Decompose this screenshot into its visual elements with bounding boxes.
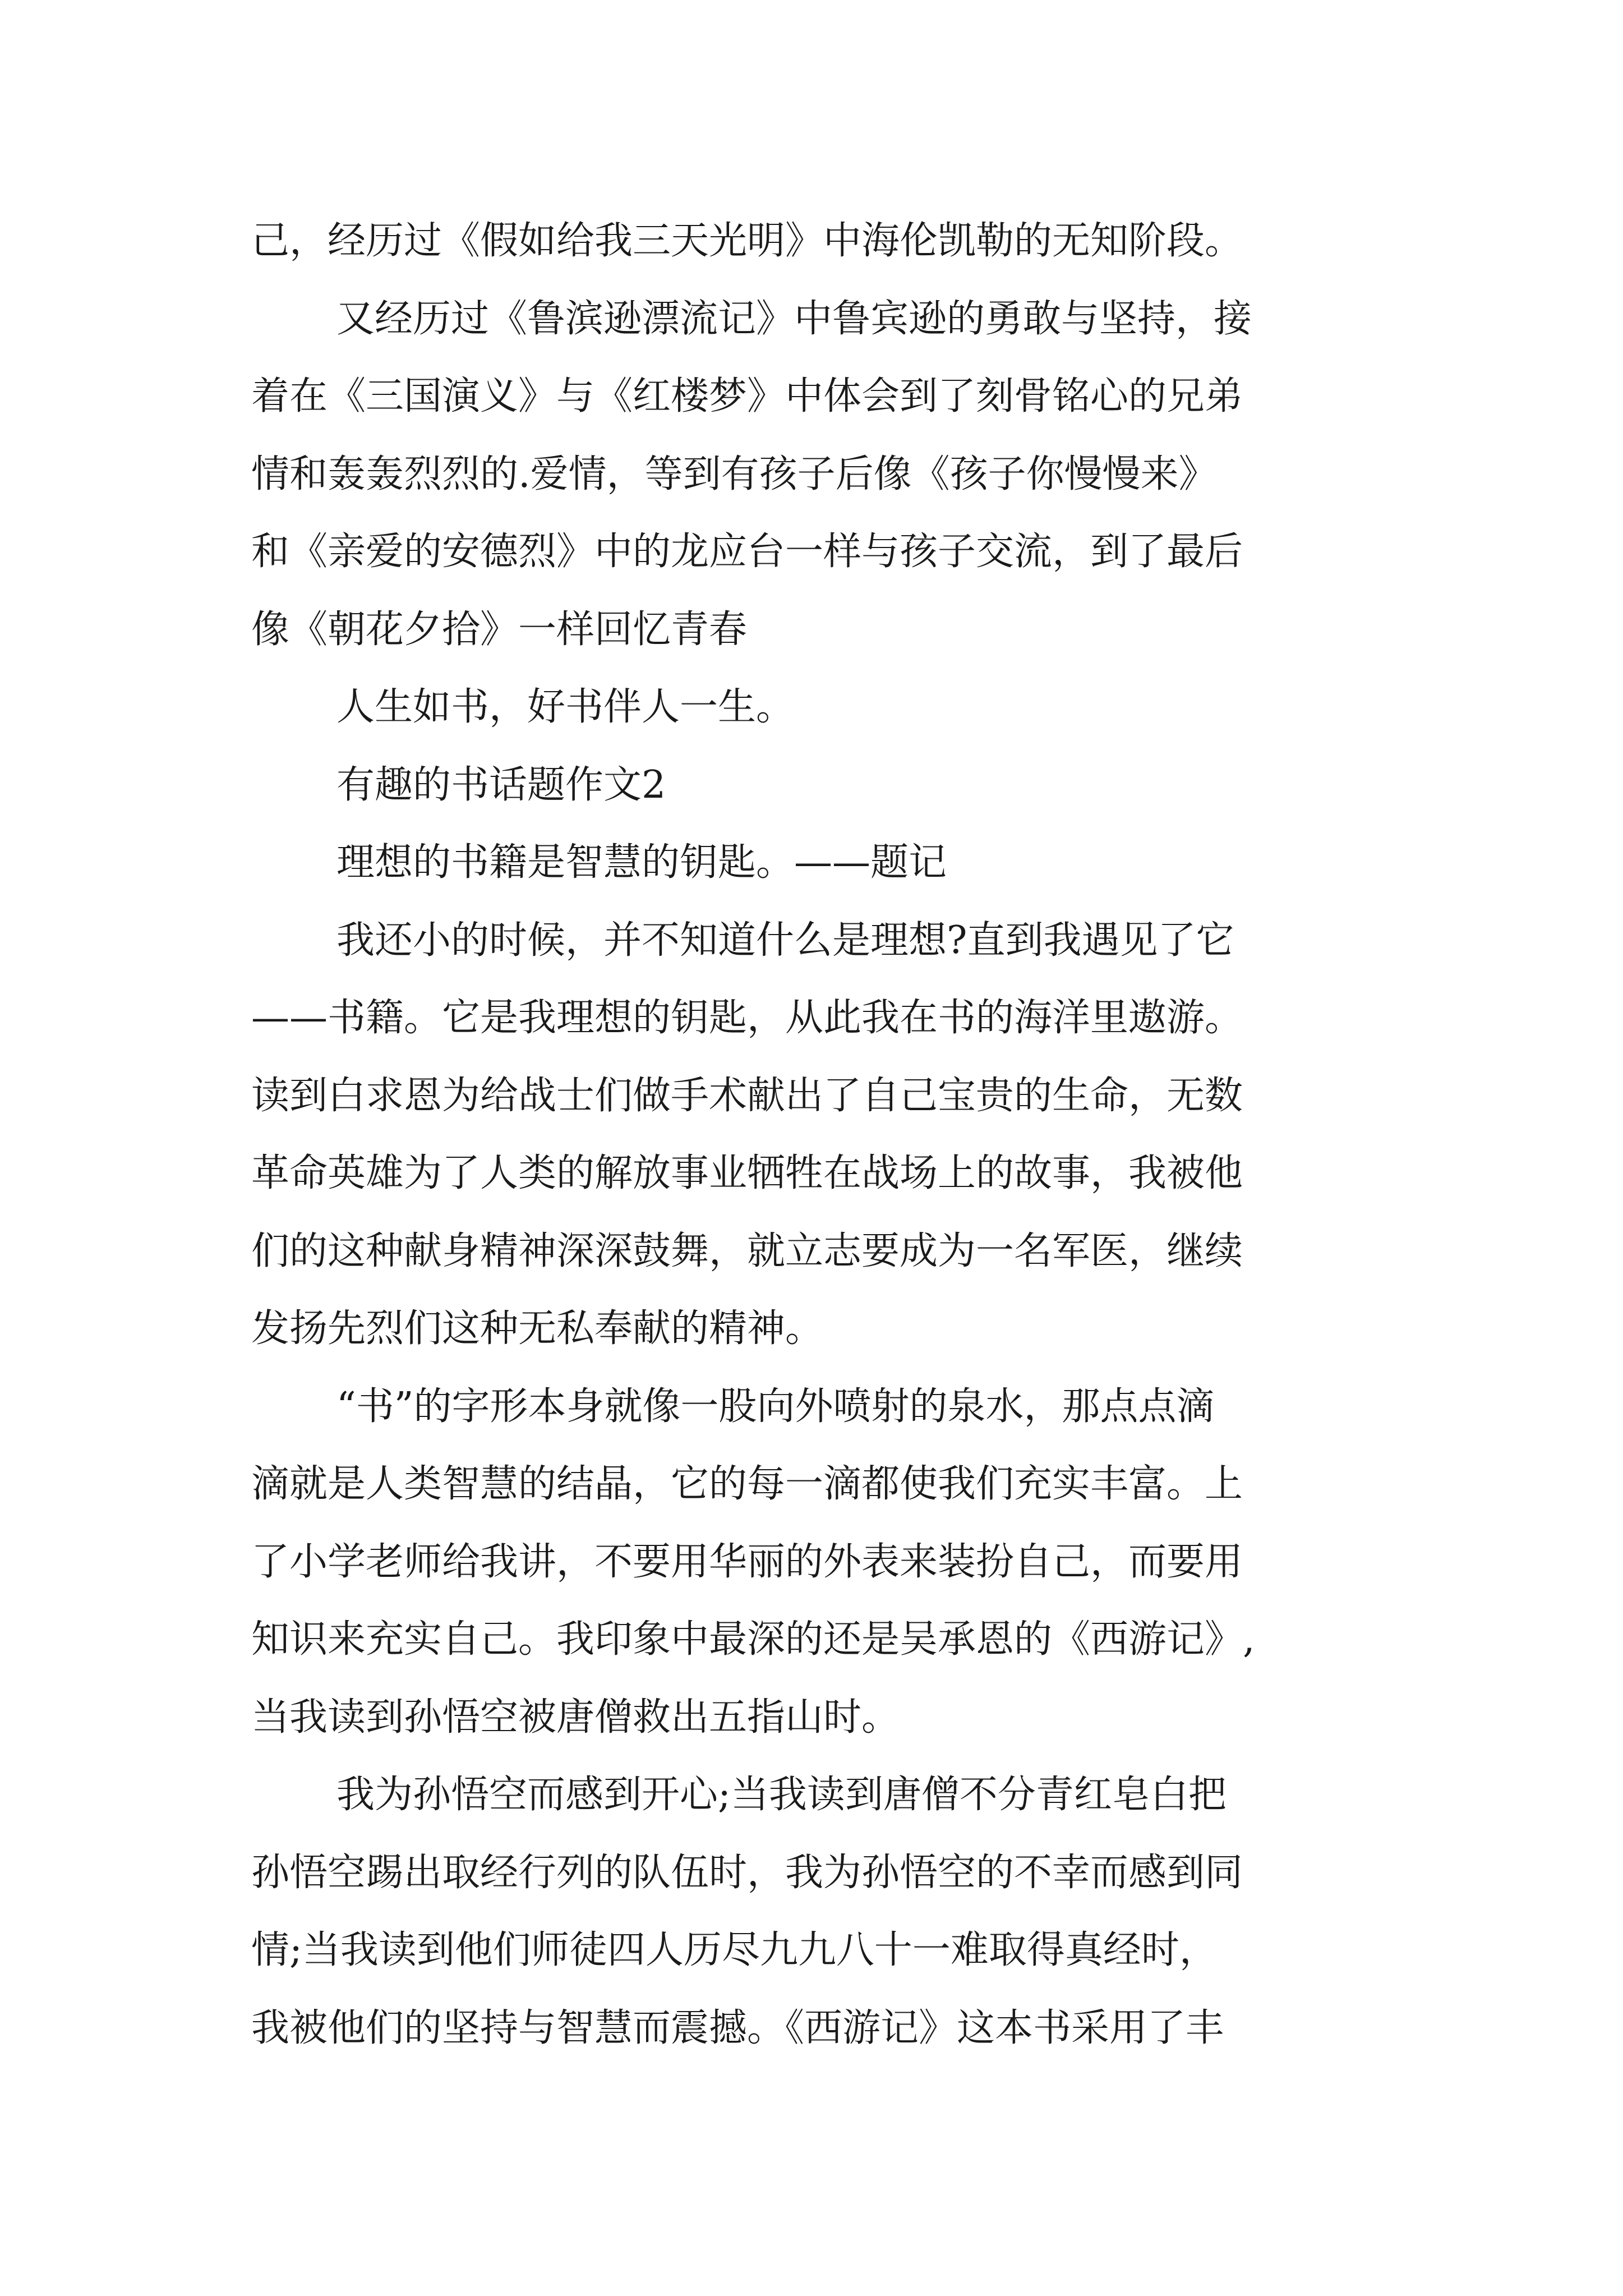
epigraph: 理想的书籍是智慧的钥匙。——题记 [336,840,947,885]
text-line: 像《朝花夕拾》一样回忆青春 [251,607,748,652]
paragraph-start-line: 我还小的时候，并不知道什么是理想?直到我遇见了它 [336,918,1234,963]
text-line: 己，经历过《假如给我三天光明》中海伦凯勒的无知阶段。 [251,219,1243,263]
text-line: 和《亲爱的安德烈》中的龙应台一样与孩子交流，到了最后 [251,530,1243,574]
text-line: ——书籍。它是我理想的钥匙，从此我在书的海洋里遨游。 [251,996,1243,1040]
text-line: 知识来充实自己。我印象中最深的还是吴承恩的《西游记》, [251,1617,1255,1662]
text-line: 滴就是人类智慧的结晶，它的每一滴都使我们充实丰富。上 [251,1462,1243,1506]
essay-body [251,214,1390,2079]
text-line: 情和轰轰烈烈的.爱情，等到有孩子后像《孩子你慢慢来》 [251,452,1217,496]
text-line: 着在《三国演义》与《红楼梦》中体会到了刻骨铭心的兄弟 [251,374,1243,418]
text-line: 发扬先烈们这种无私奉献的精神。 [251,1306,824,1351]
text-line: 我被他们的坚持与智慧而震撼。《西游记》这本书采用了丰 [251,2005,1224,2050]
text-line: 了小学老师给我讲，不要用华丽的外表来装扮自己，而要用 [251,1539,1243,1584]
text-line: 情;当我读到他们师徒四人历尽九九八十一难取得真经时， [251,1928,1218,1972]
paragraph-start-line: 又经历过《鲁滨逊漂流记》中鲁宾逊的勇敢与坚持，接 [336,296,1252,341]
text-line: 革命英雄为了人类的解放事业牺牲在战场上的故事，我被他 [251,1151,1243,1195]
text-line: 读到白求恩为给战士们做手术献出了自己宝贵的生命，无数 [251,1073,1243,1118]
paragraph-start-line: 人生如书，好书伴人一生。 [336,685,795,729]
essay-title: 有趣的书话题作文2 [336,762,666,807]
text-line: 们的这种献身精神深深鼓舞，就立志要成为一名军医，继续 [251,1228,1243,1273]
text-line: 当我读到孙悟空被唐僧救出五指山时。 [251,1695,900,1740]
paragraph-start-line: “书”的字形本身就像一股向外喷射的泉水，那点点滴 [336,1384,1215,1429]
paragraph-start-line: 我为孙悟空而感到开心;当我读到唐僧不分青红皂白把 [336,1773,1227,1817]
text-line: 孙悟空踢出取经行列的队伍时，我为孙悟空的不幸而感到同 [251,1850,1243,1895]
